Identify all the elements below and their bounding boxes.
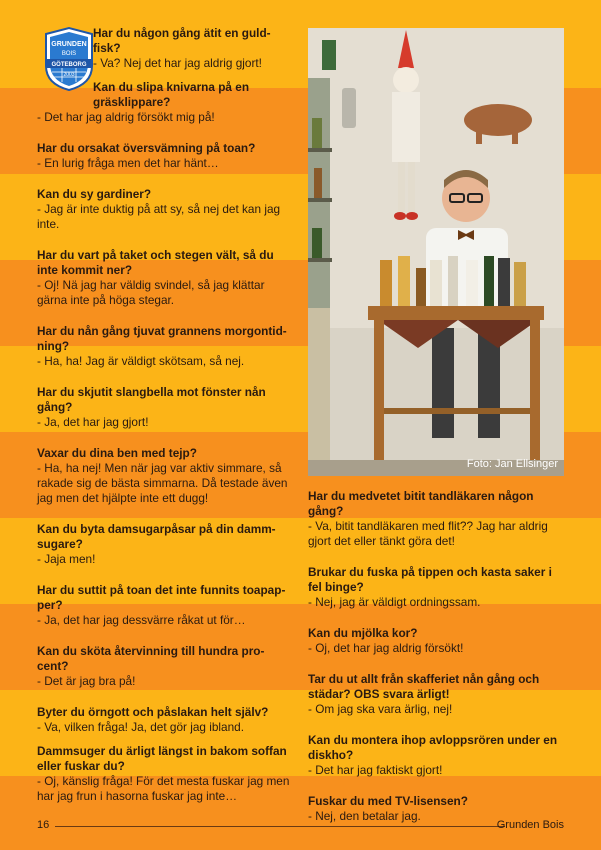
answer: - Det har jag aldrig försökt mig på! [37,110,215,124]
page-number: 16 [37,819,50,831]
answer: - Ja, det har jag gjort! [37,415,149,429]
qa-item [37,583,291,628]
question: Fuskar du med TV-lisensen? [308,794,468,808]
question: Har du orsakat översvämning på toan? [37,141,256,155]
question: Kan du mjölka kor? [308,626,418,640]
magazine-name: Grunden Bois [496,819,564,831]
question: Har du suttit på toan det inte funnits toapap-per? [37,583,286,612]
question: Kan du sköta återvinning till hundra pro-cent? [37,644,265,673]
photo-illustration [308,28,564,476]
club-logo [42,26,96,92]
answer: - Va, vilken fråga! Ja, det gör jag ibland. [37,720,244,734]
answer: - Va? Nej det har jag aldrig gjort! [93,56,262,70]
qa-item [37,522,291,567]
answer: - Jaja men! [37,552,96,566]
answer: - Jag är inte duktig på att sy, så nej det kan jag inte. [37,202,281,231]
qa-item [37,324,291,369]
answer: - Ha, ha nej! Men när jag var aktiv simmare, så rakade sig de bästa simmarna. Då testade även jag men det hjälpte inte ett dugg! [37,461,288,505]
logo-mid-text: BOIS [61,51,77,57]
answer: - Det har jag faktiskt gjort! [308,763,443,777]
qa-item [308,672,563,717]
question: Brukar du fuska på tippen och kasta saker i fel binge? [308,565,552,594]
qa-item [37,644,291,689]
logo-year: 2003 [63,72,75,78]
answer: - Ha, ha! Jag är väldigt skötsam, så nej. [37,354,245,368]
question: Byter du örngott och påslakan helt själv? [37,705,269,719]
portrait-photo [308,28,564,476]
answer: - En lurig fråga men det har hänt… [37,156,219,170]
answer: - Oj! Nä jag har väldig svindel, så jag klättar gärna inte på höga stegar. [37,278,265,307]
footer-divider [55,826,505,827]
qa-item [37,385,291,430]
qa-item [37,446,291,506]
right-column [308,489,563,840]
qa-item [308,733,563,778]
qa-item [37,705,291,735]
question: Kan du byta damsugarpåsar på din damm-sugare? [37,522,276,551]
answer: - Oj, känslig fråga! För det mesta fuskar jag men har jag frun i hasorna fuskar jag inte… [37,774,290,803]
qa-item [308,626,563,656]
qa-item [308,489,563,549]
question: Vaxar du dina ben med tejp? [37,446,197,460]
question: Har du någon gång ätit en guld-fisk? [93,26,271,55]
answer: - Ja, det har jag dessvärre råkat ut för… [37,613,246,627]
qa-item [37,141,291,171]
answer: - Nej, jag är väldigt ordningssam. [308,595,481,609]
question: Har du nån gång tjuvat grannens morgontid-ning? [37,324,287,353]
question: Tar du ut allt från skafferiet nån gång och städar? OBS svara ärligt! [308,672,540,701]
qa-item [37,187,291,232]
qa-item [308,565,563,610]
answer: - Va, bitit tandläkaren med flit?? Jag har aldrig gjort det eller tänkt göra det! [308,519,548,548]
photo-credit: Foto: Jan Ellsinger [466,458,558,470]
question: Har du medvetet bitit tandläkaren någon gång? [308,489,534,518]
left-column [37,26,291,820]
answer: - Det är jag bra på! [37,674,136,688]
question: Kan du sy gardiner? [37,187,152,201]
logo-top-text: GRUNDEN [51,41,87,48]
qa-item [37,744,291,804]
question: Kan du slipa knivarna på en gräsklippare? [93,80,250,109]
answer: - Om jag ska vara ärlig, nej! [308,702,453,716]
qa-item [37,248,291,308]
question: Har du skjutit slangbella mot fönster nån gång? [37,385,266,414]
logo-band-text: GÖTEBORG [51,62,87,68]
answer: - Nej, den betalar jag. [308,809,421,823]
question: Dammsuger du ärligt längst in bakom soffan eller fuskar du? [37,744,287,773]
question: Har du vart på taket och stegen vält, så du inte kommit ner? [37,248,274,277]
question: Kan du montera ihop avloppsrören under en diskho? [308,733,558,762]
answer: - Oj, det har jag aldrig försökt! [308,641,464,655]
